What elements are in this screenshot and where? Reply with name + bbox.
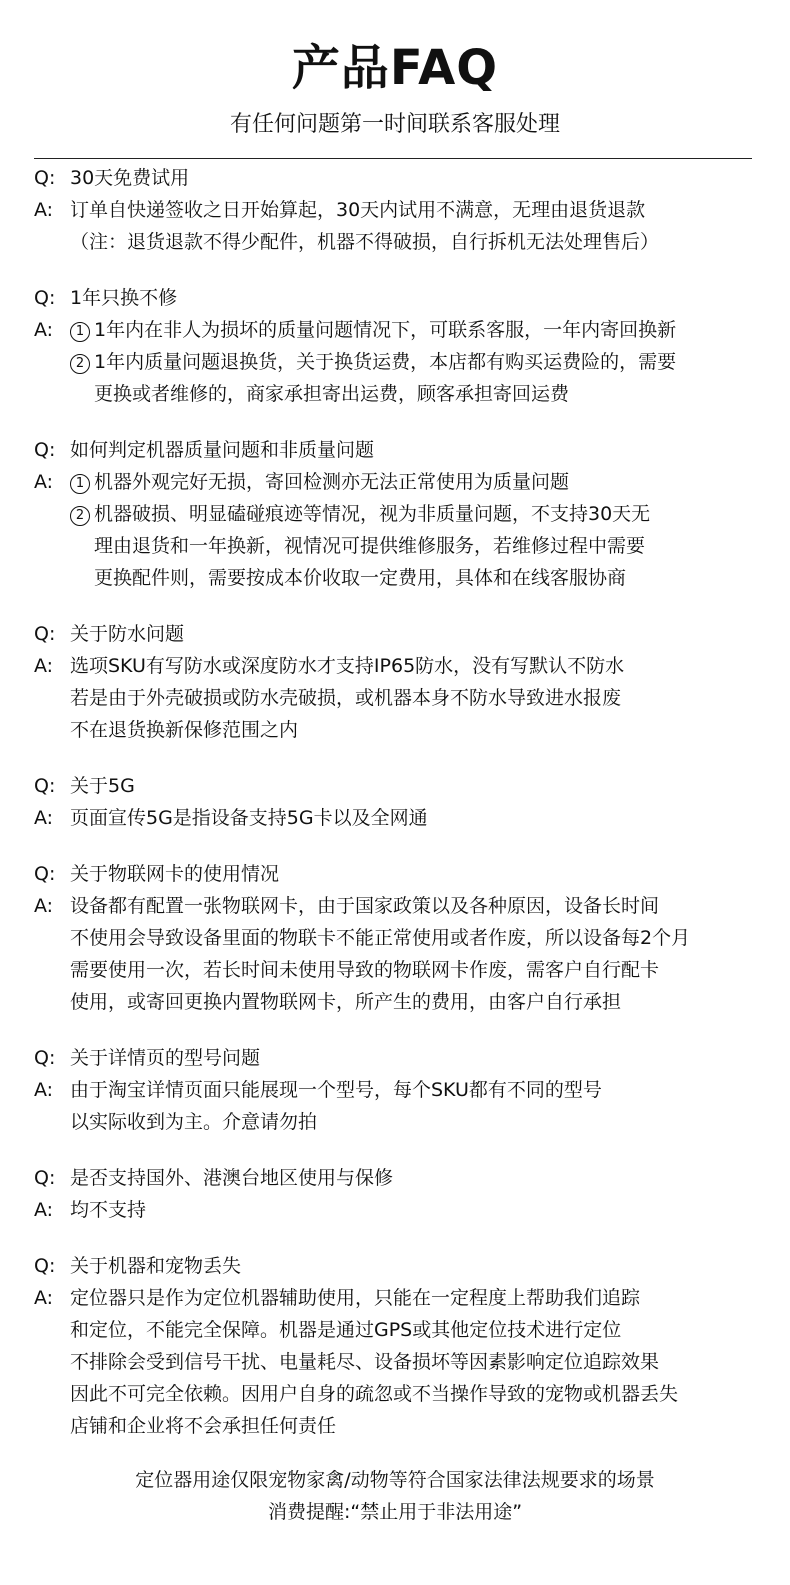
faq-item <box>34 1042 764 1138</box>
faq-answer-row <box>34 1074 764 1138</box>
faq-answer-row <box>34 1282 764 1442</box>
faq-answer-continuation: 不在退货换新保修范围之内 <box>70 719 299 741</box>
footer-notice <box>0 1464 790 1528</box>
faq-question: 1年只换不修 <box>70 287 178 309</box>
faq-item <box>34 618 764 746</box>
faq-answer-text: 订单自快递签收之日开始算起，30天内试用不满意，无理由退货退款 <box>70 199 646 221</box>
faq-answer-row <box>34 194 764 258</box>
faq-answer-line <box>70 802 428 834</box>
answer-label: A: <box>34 807 54 829</box>
faq-question-row <box>34 770 764 802</box>
faq-answer <box>70 314 676 346</box>
faq-question-row <box>34 858 764 890</box>
faq-answer <box>70 346 676 410</box>
faq-answer-text: 由于淘宝详情页面只能展现一个型号，每个SKU都有不同的型号 <box>70 1079 602 1101</box>
faq-answer-text: 定位器只是作为定位机器辅助使用，只能在一定程度上帮助我们追踪 <box>70 1287 641 1309</box>
faq-answer-line <box>70 1282 678 1314</box>
faq-question: 关于防水问题 <box>70 623 185 645</box>
faq-answer-text: 选项SKU有写防水或深度防水才支持IP65防水，没有写默认不防水 <box>70 655 625 677</box>
answer-label <box>34 498 70 594</box>
question-label: Q: <box>34 167 56 189</box>
answer-label: A: <box>34 471 54 493</box>
circled-number-icon: 1 <box>70 322 90 342</box>
question-label: Q: <box>34 439 56 461</box>
faq-answer-continuation: 店铺和企业将不会承担任何责任 <box>70 1415 337 1437</box>
answer-label: A: <box>34 319 54 341</box>
faq-answer-text: 设备都有配置一张物联网卡，由于国家政策以及各种原因，设备长时间 <box>70 895 660 917</box>
faq-answer <box>70 890 690 1018</box>
faq-answer-continuation: 不排除会受到信号干扰、电量耗尽、设备损坏等因素影响定位追踪效果 <box>70 1351 660 1373</box>
faq-question: 关于详情页的型号问题 <box>70 1047 261 1069</box>
footer-consumer-reminder: 消费提醒:“禁止用于非法用途” <box>267 1501 523 1523</box>
faq-answer-line <box>70 1194 146 1226</box>
faq-answer-continuation: 使用，或寄回更换内置物联网卡，所产生的费用，由客户自行承担 <box>70 991 622 1013</box>
faq-answer <box>70 466 569 498</box>
faq-answer-line <box>70 1074 602 1106</box>
faq-answer-row <box>34 802 764 834</box>
question-label: Q: <box>34 623 56 645</box>
faq-question-row <box>34 1250 764 1282</box>
question-label: Q: <box>34 1167 56 1189</box>
faq-answer-row <box>34 314 764 346</box>
question-label: Q: <box>34 1047 56 1069</box>
answer-label: A: <box>34 655 54 677</box>
faq-item <box>34 1250 764 1442</box>
faq-answer-row <box>34 1194 764 1226</box>
faq-item <box>34 858 764 1018</box>
faq-answer <box>70 498 650 594</box>
faq-question-row <box>34 282 764 314</box>
question-label: Q: <box>34 775 56 797</box>
faq-item <box>34 282 764 410</box>
page-title: 产品FAQ <box>291 40 499 96</box>
faq-answer <box>70 194 659 258</box>
answer-label: A: <box>34 895 54 917</box>
faq-answer-row <box>34 466 764 498</box>
question-label: Q: <box>34 287 56 309</box>
faq-answer-continuation: 理由退货和一年换新，视情况可提供维修服务，若维修过程中需要 <box>94 535 646 557</box>
faq-answer-line <box>70 314 676 346</box>
faq-answer-line <box>70 346 676 378</box>
faq-question-row <box>34 434 764 466</box>
answer-label: A: <box>34 1199 54 1221</box>
faq-answer <box>70 650 624 746</box>
faq-answer-continuation: 更换或者维修的，商家承担寄出运费，顾客承担寄回运费 <box>94 383 570 405</box>
faq-item <box>34 434 764 594</box>
faq-question: 30天免费试用 <box>70 167 190 189</box>
faq-answer-line <box>70 194 659 226</box>
faq-answer-row <box>34 498 764 594</box>
faq-answer-text: 机器破损、明显磕碰痕迹等情况，视为非质量问题，不支持30天无 <box>94 503 651 525</box>
circled-number-icon: 2 <box>70 506 90 526</box>
faq-answer-text: 1年内质量问题退换货，关于换货运费，本店都有购买运费险的，需要 <box>94 351 677 373</box>
circled-number-icon: 2 <box>70 354 90 374</box>
faq-question: 是否支持国外、港澳台地区使用与保修 <box>70 1167 394 1189</box>
faq-answer-continuation: 若是由于外壳破损或防水壳破损，或机器本身不防水导致进水报废 <box>70 687 622 709</box>
question-label: Q: <box>34 863 56 885</box>
faq-answer-text: 均不支持 <box>70 1199 147 1221</box>
faq-question: 关于物联网卡的使用情况 <box>70 863 280 885</box>
faq-answer-continuation: 以实际收到为主。介意请勿拍 <box>70 1111 318 1133</box>
faq-answer-line <box>70 498 650 530</box>
faq-answer <box>70 1194 146 1226</box>
answer-label: A: <box>34 1287 54 1309</box>
faq-answer <box>70 1282 678 1442</box>
answer-label <box>34 346 70 410</box>
title-divider <box>34 158 752 159</box>
question-label: Q: <box>34 1255 56 1277</box>
faq-item <box>34 1162 764 1226</box>
faq-answer-continuation: （注：退货退款不得少配件，机器不得破损，自行拆机无法处理售后） <box>70 231 660 253</box>
footer-usage-note: 定位器用途仅限宠物家禽/动物等符合国家法律法规要求的场景 <box>135 1469 655 1491</box>
faq-answer-text: 页面宣传5G是指设备支持5G卡以及全网通 <box>70 807 428 829</box>
faq-answer-row <box>34 650 764 746</box>
faq-question-row <box>34 618 764 650</box>
faq-answer <box>70 1074 602 1138</box>
answer-label: A: <box>34 199 54 221</box>
faq-question: 关于机器和宠物丢失 <box>70 1255 242 1277</box>
faq-question: 关于5G <box>70 775 135 797</box>
page-subtitle: 有任何问题第一时间联系客服处理 <box>229 112 560 137</box>
faq-answer-line <box>70 650 624 682</box>
faq-question-row <box>34 1162 764 1194</box>
faq-question-row <box>34 1042 764 1074</box>
faq-list <box>34 162 764 1466</box>
faq-answer-line <box>70 890 690 922</box>
faq-answer-line <box>70 466 569 498</box>
faq-item <box>34 770 764 834</box>
faq-question-row <box>34 162 764 194</box>
faq-answer-text: 机器外观完好无损，寄回检测亦无法正常使用为质量问题 <box>94 471 570 493</box>
faq-item <box>34 162 764 258</box>
faq-answer-row <box>34 346 764 410</box>
faq-answer-text: 1年内在非人为损坏的质量问题情况下，可联系客服，一年内寄回换新 <box>94 319 677 341</box>
answer-label: A: <box>34 1079 54 1101</box>
faq-answer-continuation: 更换配件则，需要按成本价收取一定费用，具体和在线客服协商 <box>94 567 627 589</box>
faq-question: 如何判定机器质量问题和非质量问题 <box>70 439 375 461</box>
faq-answer-continuation: 不使用会导致设备里面的物联卡不能正常使用或者作废，所以设备每2个月 <box>70 927 691 949</box>
faq-answer-continuation: 需要使用一次，若长时间未使用导致的物联网卡作废，需客户自行配卡 <box>70 959 660 981</box>
faq-answer-continuation: 因此不可完全依赖。因用户自身的疏忽或不当操作导致的宠物或机器丢失 <box>70 1383 679 1405</box>
faq-answer-row <box>34 890 764 1018</box>
circled-number-icon: 1 <box>70 474 90 494</box>
faq-answer <box>70 802 428 834</box>
faq-answer-continuation: 和定位，不能完全保障。机器是通过GPS或其他定位技术进行定位 <box>70 1319 622 1341</box>
